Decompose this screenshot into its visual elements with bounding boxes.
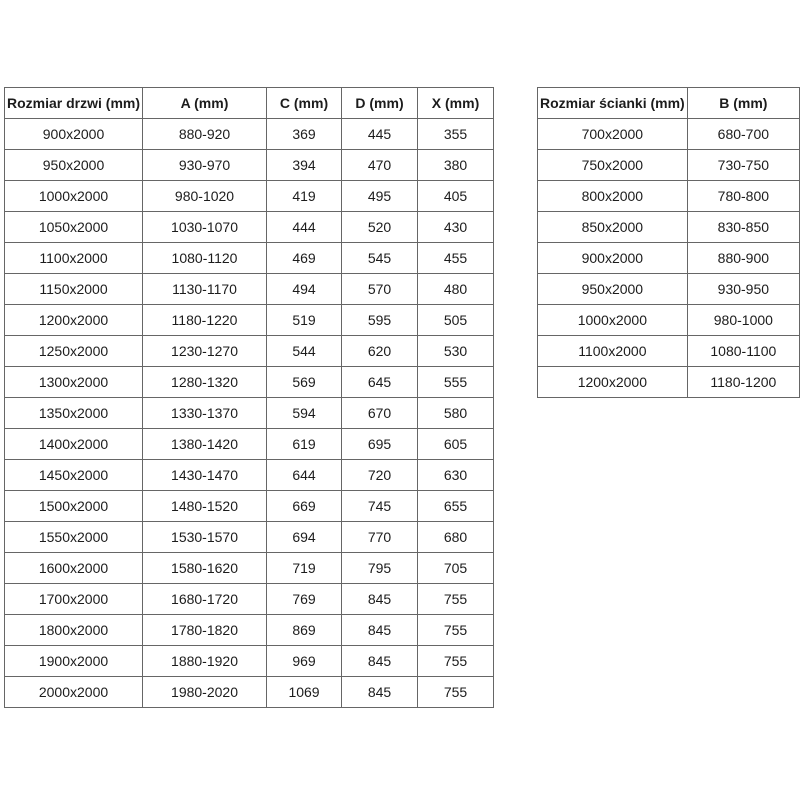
table-row (5, 119, 494, 150)
table-cell: 1700x2000 (5, 584, 143, 615)
table-cell: 755 (418, 615, 494, 646)
table-cell: 1130-1170 (143, 274, 267, 305)
table-cell: 405 (418, 181, 494, 212)
table-cell: 1000x2000 (5, 181, 143, 212)
table-cell: 669 (267, 491, 342, 522)
table-cell: 755 (418, 677, 494, 708)
table-cell: 950x2000 (5, 150, 143, 181)
table-cell: 1080-1120 (143, 243, 267, 274)
table-row (538, 119, 800, 150)
table-cell: 1069 (267, 677, 342, 708)
table-cell: 755 (418, 646, 494, 677)
table-cell: 544 (267, 336, 342, 367)
table-cell: 619 (267, 429, 342, 460)
table-cell: 455 (418, 243, 494, 274)
table-cell: 1250x2000 (5, 336, 143, 367)
table-row (538, 274, 800, 305)
table-row (538, 243, 800, 274)
table-cell: 680 (418, 522, 494, 553)
table-row (538, 305, 800, 336)
table-row (5, 336, 494, 367)
table-cell: 655 (418, 491, 494, 522)
table-row (5, 274, 494, 305)
table-cell: 780-800 (687, 181, 799, 212)
table-cell: 1180-1220 (143, 305, 267, 336)
table-cell: 505 (418, 305, 494, 336)
table-cell: 519 (267, 305, 342, 336)
table-row (5, 584, 494, 615)
table-cell: 1080-1100 (687, 336, 799, 367)
table-row (538, 181, 800, 212)
column-header: A (mm) (143, 88, 267, 119)
table-cell: 1230-1270 (143, 336, 267, 367)
table-row (5, 677, 494, 708)
table-row (5, 615, 494, 646)
table-row (5, 398, 494, 429)
table-cell: 694 (267, 522, 342, 553)
table-row (538, 336, 800, 367)
table-row (5, 460, 494, 491)
table-cell: 1030-1070 (143, 212, 267, 243)
table-cell: 830-850 (687, 212, 799, 243)
table-cell: 670 (342, 398, 418, 429)
table-cell: 745 (342, 491, 418, 522)
table-cell: 930-950 (687, 274, 799, 305)
table-cell: 1530-1570 (143, 522, 267, 553)
table-cell: 800x2000 (538, 181, 688, 212)
table-cell: 1680-1720 (143, 584, 267, 615)
table-row (538, 212, 800, 243)
table-cell: 1880-1920 (143, 646, 267, 677)
table-row (5, 243, 494, 274)
table-cell: 430 (418, 212, 494, 243)
table-cell: 580 (418, 398, 494, 429)
table-cell: 394 (267, 150, 342, 181)
table-cell: 1100x2000 (538, 336, 688, 367)
table-cell: 930-970 (143, 150, 267, 181)
table-cell: 630 (418, 460, 494, 491)
table-cell: 755 (418, 584, 494, 615)
table-cell: 900x2000 (5, 119, 143, 150)
table-cell: 700x2000 (538, 119, 688, 150)
header-row (5, 88, 494, 119)
table-cell: 680-700 (687, 119, 799, 150)
table-cell: 1330-1370 (143, 398, 267, 429)
table-cell: 950x2000 (538, 274, 688, 305)
table-cell: 1000x2000 (538, 305, 688, 336)
table-row (5, 212, 494, 243)
table-cell: 470 (342, 150, 418, 181)
table-cell: 900x2000 (538, 243, 688, 274)
table-cell: 1450x2000 (5, 460, 143, 491)
table-cell: 1050x2000 (5, 212, 143, 243)
table-cell: 1200x2000 (538, 367, 688, 398)
table-row (5, 522, 494, 553)
door-size-table (4, 87, 494, 708)
table-cell: 495 (342, 181, 418, 212)
table-row (5, 491, 494, 522)
table-cell: 730-750 (687, 150, 799, 181)
column-header: Rozmiar ścianki (mm) (538, 88, 688, 119)
table-cell: 469 (267, 243, 342, 274)
table-cell: 1100x2000 (5, 243, 143, 274)
table-cell: 705 (418, 553, 494, 584)
table-cell: 1180-1200 (687, 367, 799, 398)
table-cell: 444 (267, 212, 342, 243)
table-cell: 1800x2000 (5, 615, 143, 646)
table-cell: 380 (418, 150, 494, 181)
column-header: B (mm) (687, 88, 799, 119)
table-cell: 1980-2020 (143, 677, 267, 708)
table-cell: 769 (267, 584, 342, 615)
table-cell: 1480-1520 (143, 491, 267, 522)
table-cell: 720 (342, 460, 418, 491)
table-cell: 644 (267, 460, 342, 491)
table-cell: 1300x2000 (5, 367, 143, 398)
table-cell: 445 (342, 119, 418, 150)
table-cell: 1150x2000 (5, 274, 143, 305)
table-cell: 2000x2000 (5, 677, 143, 708)
table-cell: 770 (342, 522, 418, 553)
table-cell: 1900x2000 (5, 646, 143, 677)
table-cell: 845 (342, 584, 418, 615)
table-row (5, 305, 494, 336)
wall-size-table (537, 87, 800, 398)
table-cell: 845 (342, 646, 418, 677)
column-header: D (mm) (342, 88, 418, 119)
table-cell: 750x2000 (538, 150, 688, 181)
table-cell: 494 (267, 274, 342, 305)
table-cell: 1780-1820 (143, 615, 267, 646)
table-cell: 569 (267, 367, 342, 398)
table-cell: 1430-1470 (143, 460, 267, 491)
table-cell: 545 (342, 243, 418, 274)
table-row (5, 646, 494, 677)
table-row (5, 553, 494, 584)
table-cell: 595 (342, 305, 418, 336)
table-cell: 980-1020 (143, 181, 267, 212)
table-cell: 795 (342, 553, 418, 584)
table-cell: 605 (418, 429, 494, 460)
table-cell: 369 (267, 119, 342, 150)
table-cell: 719 (267, 553, 342, 584)
table-cell: 850x2000 (538, 212, 688, 243)
table-cell: 355 (418, 119, 494, 150)
table-cell: 1580-1620 (143, 553, 267, 584)
table-cell: 620 (342, 336, 418, 367)
table-row (538, 367, 800, 398)
column-header: C (mm) (267, 88, 342, 119)
table-cell: 845 (342, 615, 418, 646)
table-cell: 555 (418, 367, 494, 398)
table-cell: 1380-1420 (143, 429, 267, 460)
table-row (5, 429, 494, 460)
table-cell: 845 (342, 677, 418, 708)
table-cell: 419 (267, 181, 342, 212)
table-cell: 480 (418, 274, 494, 305)
table-cell: 880-900 (687, 243, 799, 274)
table-cell: 570 (342, 274, 418, 305)
table-cell: 880-920 (143, 119, 267, 150)
table-cell: 695 (342, 429, 418, 460)
table-cell: 1500x2000 (5, 491, 143, 522)
table-cell: 645 (342, 367, 418, 398)
table-cell: 980-1000 (687, 305, 799, 336)
column-header: X (mm) (418, 88, 494, 119)
table-cell: 1600x2000 (5, 553, 143, 584)
header-row (538, 88, 800, 119)
table-cell: 1350x2000 (5, 398, 143, 429)
table-cell: 869 (267, 615, 342, 646)
table-cell: 1200x2000 (5, 305, 143, 336)
table-cell: 530 (418, 336, 494, 367)
table-cell: 520 (342, 212, 418, 243)
table-row (5, 150, 494, 181)
table-row (5, 367, 494, 398)
column-header: Rozmiar drzwi (mm) (5, 88, 143, 119)
table-row (538, 150, 800, 181)
table-cell: 1400x2000 (5, 429, 143, 460)
table-cell: 594 (267, 398, 342, 429)
table-cell: 1280-1320 (143, 367, 267, 398)
table-cell: 969 (267, 646, 342, 677)
table-row (5, 181, 494, 212)
table-cell: 1550x2000 (5, 522, 143, 553)
